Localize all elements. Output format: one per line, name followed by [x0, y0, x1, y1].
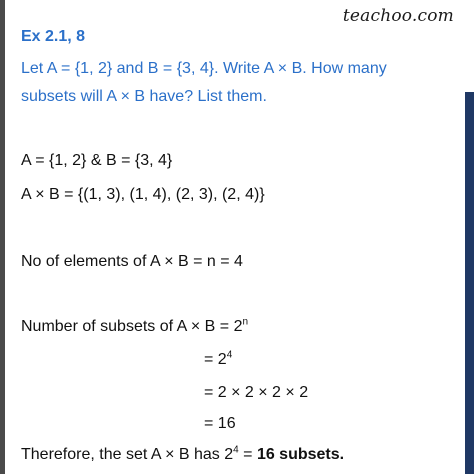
step-power-text: = 2 — [204, 351, 227, 368]
brand-logo: teachoo.com — [342, 6, 454, 26]
conclusion — [21, 446, 344, 464]
scrollbar[interactable] — [465, 92, 474, 474]
step-power — [204, 351, 232, 369]
conclusion-equals: = — [238, 446, 257, 463]
subsets-formula-text: Number of subsets of A × B = 2 — [21, 318, 243, 335]
exercise-heading: Ex 2.1, 8 — [21, 28, 86, 45]
step-result: = 16 — [204, 415, 236, 432]
element-count: No of elements of A × B = n = 4 — [21, 253, 243, 270]
question-text: Let A = {1, 2} and B = {3, 4}. Write A × B. How many subsets will A × B have? List them. — [21, 60, 387, 105]
left-accent-bar — [0, 0, 5, 474]
cartesian-product: A × B = {(1, 3), (1, 4), (2, 3), (2, 4)} — [21, 186, 265, 203]
conclusion-exponent: 4 — [233, 444, 239, 456]
subsets-formula-exponent: n — [242, 316, 249, 328]
conclusion-text: Therefore, the set A × B has 2 — [21, 446, 234, 463]
subsets-formula — [21, 318, 248, 336]
conclusion-answer: 16 subsets. — [256, 446, 345, 463]
step-power-exponent: 4 — [226, 349, 233, 361]
sets-definition: A = {1, 2} & B = {3, 4} — [21, 152, 173, 169]
step-expansion: = 2 × 2 × 2 × 2 — [204, 384, 309, 401]
